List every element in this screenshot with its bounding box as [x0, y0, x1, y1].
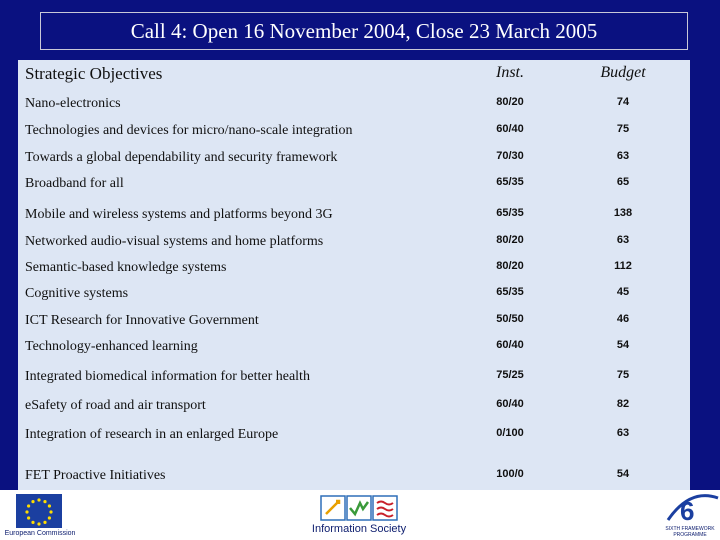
budget-value: 75	[616, 123, 630, 135]
information-society-icon	[305, 492, 413, 522]
information-society-label: Information Society	[311, 523, 407, 535]
budget-value: 63	[616, 234, 630, 246]
fp6-number: 6	[680, 496, 695, 526]
objective-name: Technologies and devices for micro/nano-scale integration	[25, 123, 353, 138]
inst-ratio: 65/35	[496, 176, 524, 188]
inst-ratio: 50/50	[496, 313, 524, 325]
objective-name: Semantic-based knowledge systems	[25, 260, 227, 275]
inst-ratio: 80/20	[496, 96, 524, 108]
inst-ratio: 100/0	[496, 468, 524, 480]
information-society-logo	[305, 492, 413, 540]
header-strategic-objectives: Strategic Objectives	[25, 64, 163, 83]
objective-name: Broadband for all	[25, 176, 124, 191]
budget-value: 45	[616, 286, 630, 298]
objective-name: Nano-electronics	[25, 96, 121, 111]
inst-ratio: 60/40	[496, 339, 524, 351]
inst-ratio: 80/20	[496, 260, 524, 272]
fp6-icon	[660, 490, 720, 526]
inst-ratio: 75/25	[496, 369, 524, 381]
budget-value: 54	[616, 339, 630, 351]
objective-name: FET Proactive Initiatives	[25, 468, 166, 483]
objective-name: Integrated biomedical information for better health	[25, 369, 310, 384]
budget-value: 112	[614, 260, 632, 272]
budget-value: 65	[616, 176, 630, 188]
inst-ratio: 60/40	[496, 398, 524, 410]
budget-value: 63	[616, 150, 630, 162]
objective-name: eSafety of road and air transport	[25, 398, 206, 413]
objective-name: Cognitive systems	[25, 286, 129, 301]
header-budget: Budget	[600, 64, 646, 81]
inst-ratio: 60/40	[496, 123, 524, 135]
eu-flag-icon	[0, 492, 80, 530]
budget-value: 54	[616, 468, 630, 480]
inst-ratio: 80/20	[496, 234, 524, 246]
inst-ratio: 0/100	[496, 427, 524, 439]
budget-value: 75	[616, 369, 630, 381]
budget-value: 63	[616, 427, 630, 439]
inst-ratio: 65/35	[496, 207, 524, 219]
fp6-label: SIXTH FRAMEWORK PROGRAMME	[665, 526, 715, 538]
objective-name: Integration of research in an enlarged Europe	[25, 427, 279, 442]
budget-value: 138	[613, 207, 633, 219]
european-commission-label: European Commission	[4, 530, 76, 537]
inst-ratio: 70/30	[496, 150, 524, 162]
objectives-table	[18, 60, 690, 490]
budget-value: 82	[616, 398, 630, 410]
objective-name: ICT Research for Innovative Government	[25, 313, 259, 328]
footer-logo-bar	[0, 490, 720, 540]
inst-ratio: 65/35	[496, 286, 524, 298]
european-commission-logo	[0, 492, 80, 540]
budget-value: 46	[616, 313, 630, 325]
objective-name: Towards a global dependability and security framework	[25, 150, 338, 165]
objective-name: Technology-enhanced learning	[25, 339, 198, 354]
objective-name: Mobile and wireless systems and platforms beyond 3G	[25, 207, 333, 222]
slide-title: Call 4: Open 16 November 2004, Close 23 March 2005	[40, 12, 688, 50]
budget-value: 74	[616, 96, 630, 108]
header-inst: Inst.	[496, 64, 524, 81]
sixth-framework-programme-logo	[660, 490, 720, 540]
objective-name: Networked audio-visual systems and home platforms	[25, 234, 324, 249]
